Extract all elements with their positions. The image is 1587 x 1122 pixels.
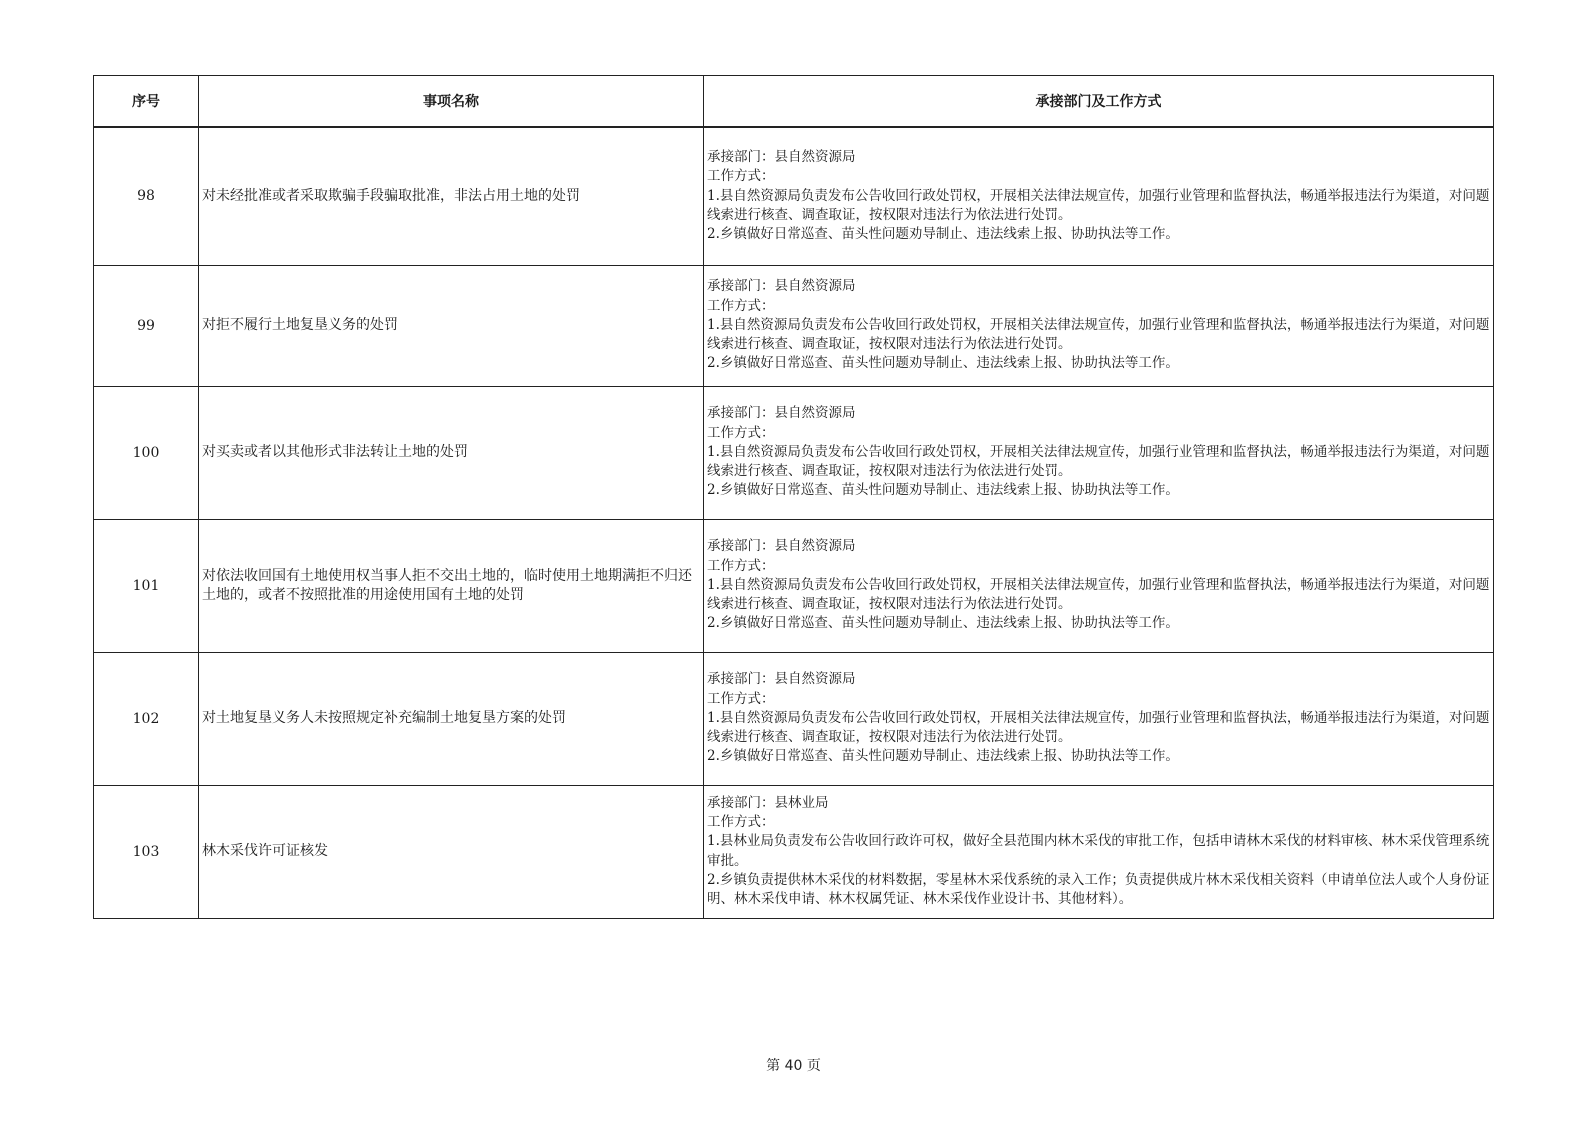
dept-method [704,386,1494,519]
table-row [94,652,1494,785]
dept-method [704,652,1494,785]
method-item: 1.县自然资源局负责发布公告收回行政处罚权，开展相关法律法规宣传，加强行业管理和监督执法，畅通举报违法行为渠道，对问题线索进行核查、调查取证，按权限对违法行为依法进行处罚。 [707,187,1490,223]
method-heading: 工作方式： [707,297,775,314]
method-item: 1.县自然资源局负责发布公告收回行政处罚权，开展相关法律法规宣传，加强行业管理和监督执法，畅通举报违法行为渠道，对问题线索进行核查、调查取证，按权限对违法行为依法进行处罚。 [707,576,1490,613]
header-no: 序号 [94,76,199,128]
matter-name: 对买卖或者以其他形式非法转让土地的处罚 [199,386,704,519]
method-item: 1.县自然资源局负责发布公告收回行政处罚权，开展相关法律法规宣传，加强行业管理和监督执法，畅通举报违法行为渠道，对问题线索进行核查、调查取证，按权限对违法行为依法进行处罚。 [707,709,1490,746]
header-name: 事项名称 [199,76,704,128]
table-row [94,265,1494,386]
row-number: 100 [94,386,199,519]
method-item: 2.乡镇负责提供林木采伐的材料数据，零星林木采伐系统的录入工作；负责提供成片林木采伐相关资料（申请单位法人或个人身份证明、林木采伐申请、林木权属凭证、林木采伐作业设计书、其他材料）。 [707,871,1490,907]
method-item: 2.乡镇做好日常巡查、苗头性问题劝导制止、违法线索上报、协助执法等工作。 [707,355,1179,372]
row-number: 99 [94,265,199,386]
matters-table [93,75,1494,919]
header-dept: 承接部门及工作方式 [704,76,1494,128]
dept-line: 承接部门：县自然资源局 [707,538,856,555]
method-item: 1.县自然资源局负责发布公告收回行政处罚权，开展相关法律法规宣传，加强行业管理和监督执法，畅通举报违法行为渠道，对问题线索进行核查、调查取证，按权限对违法行为依法进行处罚。 [707,443,1490,480]
method-item: 2.乡镇做好日常巡查、苗头性问题劝导制止、违法线索上报、协助执法等工作。 [707,226,1179,243]
matter-name: 对拒不履行土地复垦义务的处罚 [199,265,704,386]
method-item: 2.乡镇做好日常巡查、苗头性问题劝导制止、违法线索上报、协助执法等工作。 [707,482,1179,499]
table-row [94,127,1494,265]
dept-line: 承接部门：县自然资源局 [707,278,856,295]
row-number: 98 [94,127,199,265]
dept-line: 承接部门：县林业局 [707,794,829,811]
method-item: 2.乡镇做好日常巡查、苗头性问题劝导制止、违法线索上报、协助执法等工作。 [707,615,1179,632]
row-number: 101 [94,519,199,652]
method-item: 2.乡镇做好日常巡查、苗头性问题劝导制止、违法线索上报、协助执法等工作。 [707,748,1179,765]
table-row [94,386,1494,519]
matter-name: 林木采伐许可证核发 [199,785,704,918]
matter-name: 对依法收回国有土地使用权当事人拒不交出土地的，临时使用土地期满拒不归还土地的，或者不按照批准的用途使用国有土地的处罚 [199,519,704,652]
dept-method [704,785,1494,918]
dept-line: 承接部门：县自然资源局 [707,405,856,422]
dept-method [704,127,1494,265]
method-item: 1.县林业局负责发布公告收回行政许可权，做好全县范围内林木采伐的审批工作，包括申请林木采伐的材料审核、林木采伐管理系统审批。 [707,833,1490,869]
dept-method [704,265,1494,386]
method-heading: 工作方式： [707,168,775,185]
method-heading: 工作方式： [707,424,775,441]
table-header-row [94,76,1494,128]
method-heading: 工作方式： [707,814,775,831]
table-row [94,785,1494,918]
dept-line: 承接部门：县自然资源局 [707,671,856,688]
dept-method [704,519,1494,652]
dept-line: 承接部门：县自然资源局 [707,149,856,166]
matter-name: 对未经批准或者采取欺骗手段骗取批准，非法占用土地的处罚 [199,127,704,265]
method-heading: 工作方式： [707,557,775,574]
method-item: 1.县自然资源局负责发布公告收回行政处罚权，开展相关法律法规宣传，加强行业管理和监督执法，畅通举报违法行为渠道，对问题线索进行核查、调查取证，按权限对违法行为依法进行处罚。 [707,316,1490,353]
row-number: 102 [94,652,199,785]
matter-name: 对土地复垦义务人未按照规定补充编制土地复垦方案的处罚 [199,652,704,785]
method-heading: 工作方式： [707,690,775,707]
page-number: 第 40 页 [766,1058,821,1074]
table-row [94,519,1494,652]
row-number: 103 [94,785,199,918]
